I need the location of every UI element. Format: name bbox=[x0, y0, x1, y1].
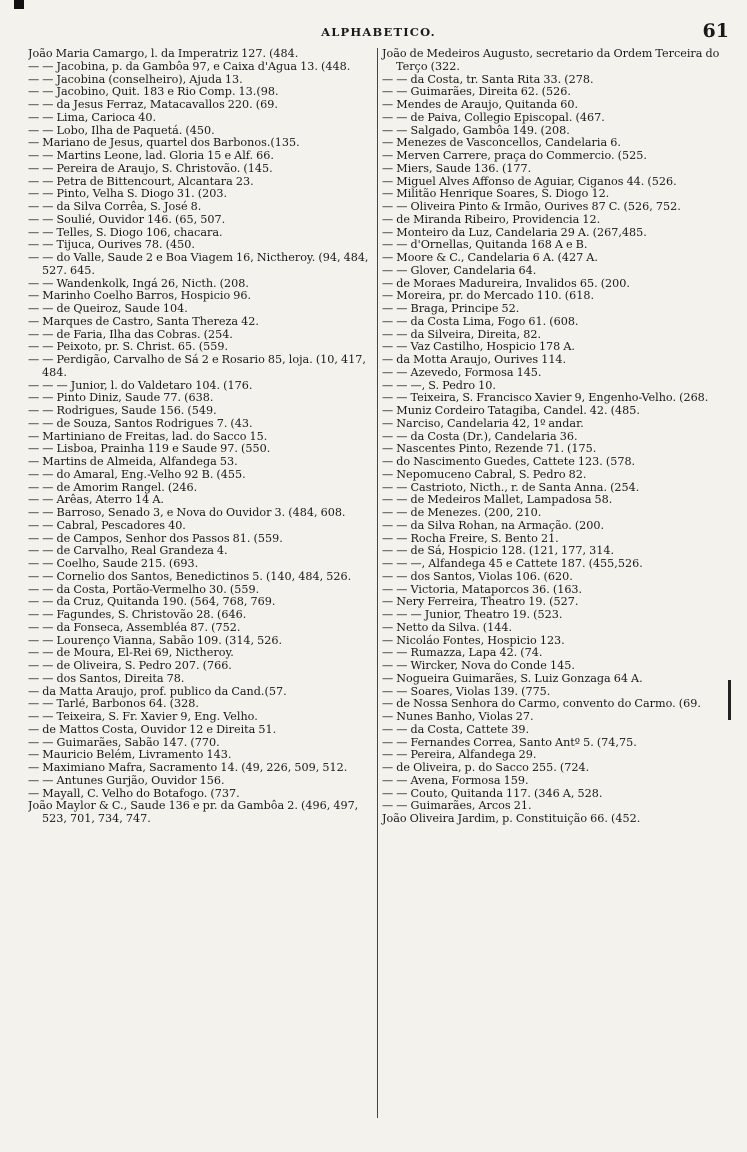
directory-entry: — — Avena, Formosa 159. bbox=[382, 773, 529, 787]
directory-entry: — — Guimarães, Direita 62. (526. bbox=[382, 85, 571, 99]
directory-entry: — — —, Alfandega 45 e Cattete 187. (455,526. bbox=[382, 557, 643, 570]
directory-entry: — — Soares, Violas 139. (775. bbox=[382, 684, 551, 698]
directory-entry: — — da Silveira, Direita, 82. bbox=[382, 327, 542, 341]
directory-entry: — — Wircker, Nova do Conde 145. bbox=[382, 659, 575, 672]
directory-entry: — — do Valle, Saude 2 e Boa Viagem 16, Nictheroy. (94, 484, 527. 645. bbox=[28, 251, 369, 277]
directory-entry: — — de Moura, El-Rei 69, Nictheroy. bbox=[28, 646, 234, 660]
directory-entry: — — do Amaral, Eng.-Velho 92 B. (455. bbox=[28, 467, 246, 481]
directory-entry: — — Coelho, Saude 215. (693. bbox=[28, 557, 199, 570]
directory-entry: — Nery Ferreira, Theatro 19. (527. bbox=[382, 595, 579, 609]
directory-entry: — — Oliveira Pinto & Irmão, Ourives 87 C. (526, 752. bbox=[382, 200, 681, 213]
directory-entry: — — Salgado, Gambôa 149. (208. bbox=[382, 123, 570, 137]
directory-entry: — — Couto, Quitanda 117. (346 A, 528. bbox=[382, 786, 603, 800]
directory-entry: — — de Menezes. (200, 210. bbox=[382, 506, 542, 519]
page-header bbox=[28, 20, 729, 42]
directory-entry: — — da Jesus Ferraz, Matacavallos 220. (69. bbox=[28, 98, 278, 111]
directory-entry: João Maylor & C., Saude 136 e pr. da Gambôa 2. (496, 497, 523, 701, 734, 747. bbox=[28, 799, 359, 825]
directory-entry: — — — Junior, Theatro 19. (523. bbox=[382, 608, 563, 621]
corner-print-mark bbox=[14, 0, 24, 9]
directory-entry: — Nicoláo Fontes, Hospicio 123. bbox=[382, 633, 565, 647]
directory-entry: — do Nascimento Guedes, Cattete 123. (578. bbox=[382, 455, 636, 468]
directory-entry: — Moreira, pr. do Mercado 110. (618. bbox=[382, 289, 595, 303]
directory-entry: — — da Fonseca, Assembléa 87. (752. bbox=[28, 620, 241, 634]
directory-entry: — — de Amorim Rangel. (246. bbox=[28, 480, 198, 494]
directory-entry: — de Oliveira, p. do Sacco 255. (724. bbox=[382, 761, 590, 774]
directory-entry: — Netto da Silva. (144. bbox=[382, 620, 513, 634]
left-column bbox=[28, 48, 378, 1118]
directory-entry: — Narciso, Candelaria 42, 1º andar. bbox=[382, 416, 584, 430]
directory-entry: — — dos Santos, Violas 106. (620. bbox=[382, 569, 573, 583]
directory-entry: — — da Costa (Dr.), Candelaria 36. bbox=[382, 429, 578, 443]
directory-entry: — Marinho Coelho Barros, Hospicio 96. bbox=[28, 289, 252, 303]
directory-entry: — — de Campos, Senhor dos Passos 81. (559. bbox=[28, 531, 283, 545]
directory-entry: João Maria Camargo, l. da Imperatriz 127. (484. bbox=[28, 48, 299, 60]
directory-entry: — — Rodrigues, Saude 156. (549. bbox=[28, 404, 217, 417]
directory-entry: — — Perdigão, Carvalho de Sá 2 e Rosario 85, loja. (10, 417, 484. bbox=[28, 353, 366, 379]
directory-entry: — de Miranda Ribeiro, Providencia 12. bbox=[382, 212, 601, 226]
directory-entry: — — Lima, Carioca 40. bbox=[28, 110, 157, 124]
directory-entry: — — Wandenkolk, Ingá 26, Nicth. (208. bbox=[28, 276, 249, 290]
directory-entry: — Mauricio Belém, Livramento 143. bbox=[28, 748, 232, 762]
directory-entry: — — Guimarães, Sabão 147. (770. bbox=[28, 735, 220, 749]
directory-entry: — — Pereira de Araujo, S. Christovão. (145. bbox=[28, 161, 273, 175]
directory-entry: — Martiniano de Freitas, lad. do Sacco 15. bbox=[28, 429, 268, 443]
directory-entry: — da Matta Araujo, prof. publico da Cand.(57. bbox=[28, 684, 287, 698]
directory-entry: — — da Costa, tr. Santa Rita 33. (278. bbox=[382, 72, 594, 86]
directory-entry: — — de Carvalho, Real Grandeza 4. bbox=[28, 544, 228, 558]
directory-entry: — — dos Santos, Direita 78. bbox=[28, 671, 185, 685]
directory-entry: — — de Paiva, Collegio Episcopal. (467. bbox=[382, 110, 605, 124]
directory-entry: — — da Costa, Cattete 39. bbox=[382, 722, 529, 736]
directory-entry: — — Jacobina, p. da Gambôa 97, e Caixa d'Agua 13. (448. bbox=[28, 59, 351, 73]
directory-entry: — Muniz Cordeiro Tatagiba, Candel. 42. (485. bbox=[382, 404, 640, 417]
directory-entry: — — de Souza, Santos Rodrigues 7. (43. bbox=[28, 416, 253, 430]
directory-entry: — — Antunes Gurjão, Ouvidor 156. bbox=[28, 773, 225, 787]
directory-entry: — — — Junior, l. do Valdetaro 104. (176. bbox=[28, 378, 253, 392]
directory-entry: — — Jacobino, Quit. 183 e Rio Comp. 13.(98. bbox=[28, 85, 279, 99]
directory-entry: — — da Silva Rohan, na Armação. (200. bbox=[382, 518, 605, 532]
directory-entry: — de Nossa Senhora do Carmo, convento do Carmo. (69. bbox=[382, 697, 701, 711]
directory-entry: — Moore & C., Candelaria 6 A. (427 A. bbox=[382, 251, 598, 264]
directory-entry: — — Teixeira, S. Francisco Xavier 9, Engenho-Velho. (268. bbox=[382, 391, 709, 405]
directory-entry: — — de Queiroz, Saude 104. bbox=[28, 302, 188, 315]
directory-entry: — — Fagundes, S. Christovão 28. (646. bbox=[28, 608, 247, 621]
directory-entry: — — Cabral, Pescadores 40. bbox=[28, 518, 186, 532]
directory-entry: — — Barroso, Senado 3, e Nova do Ouvidor 3. (484, 608. bbox=[28, 506, 346, 519]
directory-entry: — Merven Carrere, praça do Commercio. (525. bbox=[382, 149, 647, 162]
directory-entry: — — Azevedo, Formosa 145. bbox=[382, 365, 542, 379]
directory-entry: — — Tijuca, Ourives 78. (450. bbox=[28, 238, 195, 252]
directory-entry: — — de Sá, Hospicio 128. (121, 177, 314. bbox=[382, 544, 615, 558]
directory-entry: — Marques de Castro, Santa Thereza 42. bbox=[28, 314, 259, 328]
directory-entry: — Nunes Banho, Violas 27. bbox=[382, 710, 534, 723]
directory-entry: — — Fernandes Correa, Santo Antº 5. (74,75. bbox=[382, 735, 637, 749]
directory-entry: — — d'Ornellas, Quitanda 168 A e B. bbox=[382, 238, 588, 252]
directory-entry: — — Rumazza, Lapa 42. (74. bbox=[382, 646, 543, 660]
directory-entry: — — de Oliveira, S. Pedro 207. (766. bbox=[28, 659, 232, 672]
directory-entry: — — Lobo, Ilha de Paquetá. (450. bbox=[28, 123, 215, 137]
directory-entry: — — da Silva Corrêa, S. José 8. bbox=[28, 200, 202, 213]
directory-entry: — Martins de Almeida, Alfandega 53. bbox=[28, 455, 238, 468]
directory-entry: — — Lisboa, Prainha 119 e Saude 97. (550. bbox=[28, 442, 271, 456]
directory-entry: — Mariano de Jesus, quartel dos Barbonos.(135. bbox=[28, 136, 300, 150]
directory-entry: — — de Medeiros Mallet, Lampadosa 58. bbox=[382, 493, 613, 507]
directory-entry: — Mayall, C. Velho do Botafogo. (737. bbox=[28, 786, 240, 800]
directory-entry: João Oliveira Jardim, p. Constituição 66. (452. bbox=[382, 812, 641, 825]
directory-entry: — — da Costa, Portão-Vermelho 30. (559. bbox=[28, 582, 260, 596]
directory-entry: — — Pinto Diniz, Saude 77. (638. bbox=[28, 391, 214, 405]
running-head: ALPHABETICO. bbox=[321, 25, 436, 39]
directory-entry: — Monteiro da Luz, Candelaria 29 A. (267,485. bbox=[382, 225, 647, 239]
directory-entry: — — Petra de Bittencourt, Alcantara 23. bbox=[28, 174, 254, 188]
directory-entry: — de Mattos Costa, Ouvidor 12 e Direita 51. bbox=[28, 722, 277, 736]
directory-entry: — — Pinto, Velha S. Diogo 31. (203. bbox=[28, 187, 228, 201]
directory-entry: — — Martins Leone, lad. Gloria 15 e Alf. 66. bbox=[28, 149, 274, 162]
directory-entry: — — Vaz Castilho, Hospicio 178 A. bbox=[382, 340, 575, 354]
directory-entry: — — Jacobina (conselheiro), Ajuda 13. bbox=[28, 72, 243, 86]
directory-entry: — — de Faria, Ilha das Cobras. (254. bbox=[28, 327, 233, 341]
directory-entry: — — Peixoto, pr. S. Christ. 65. (559. bbox=[28, 340, 229, 354]
directory-entry: — — Cornelio dos Santos, Benedictinos 5. (140, 484, 526. bbox=[28, 569, 352, 583]
directory-entry: — — Guimarães, Arcos 21. bbox=[382, 799, 532, 813]
directory-columns bbox=[28, 48, 734, 1118]
directory-entry: — — Glover, Candelaria 64. bbox=[382, 263, 537, 277]
directory-entry: — — —, S. Pedro 10. bbox=[382, 378, 496, 392]
directory-entry: — Menezes de Vasconcellos, Candelaria 6. bbox=[382, 136, 621, 150]
directory-entry: — — da Cruz, Quitanda 190. (564, 768, 769. bbox=[28, 595, 276, 609]
directory-entry: — — Telles, S. Diogo 106, chacara. bbox=[28, 225, 223, 239]
directory-entry: — da Motta Araujo, Ourives 114. bbox=[382, 353, 567, 366]
directory-entry: — — Soulié, Ouvidor 146. (65, 507. bbox=[28, 212, 226, 226]
margin-mark bbox=[728, 680, 731, 720]
directory-entry: — — Lourenço Vianna, Sabão 109. (314, 526. bbox=[28, 633, 283, 647]
directory-entry: — Nascentes Pinto, Rezende 71. (175. bbox=[382, 442, 597, 456]
directory-entry: — — Arêas, Aterro 14 A. bbox=[28, 493, 164, 507]
directory-entry: — de Moraes Madureira, Invalidos 65. (200. bbox=[382, 276, 630, 290]
directory-entry: — — da Costa Lima, Fogo 61. (608. bbox=[382, 314, 579, 328]
directory-entry: João de Medeiros Augusto, secretario da Ordem Terceira do Terço (322. bbox=[382, 48, 720, 73]
directory-entry: — — Castrioto, Nicth., r. de Santa Anna. (254. bbox=[382, 480, 640, 494]
directory-entry: — Maximiano Mafra, Sacramento 14. (49, 226, 509, 512. bbox=[28, 761, 348, 774]
page-number: 61 bbox=[702, 20, 729, 42]
right-column bbox=[378, 48, 728, 1118]
directory-entry: — — Rocha Freire, S. Bento 21. bbox=[382, 531, 559, 545]
directory-entry: — Miguel Alves Affonso de Aguiar, Ciganos 44. (526. bbox=[382, 174, 677, 188]
directory-entry: — — Victoria, Mataporcos 36. (163. bbox=[382, 582, 583, 596]
directory-entry: — — Teixeira, S. Fr. Xavier 9, Eng. Velho. bbox=[28, 710, 258, 723]
directory-entry: — — Tarlé, Barbonos 64. (328. bbox=[28, 697, 199, 711]
directory-entry: — Mendes de Araujo, Quitanda 60. bbox=[382, 98, 579, 111]
directory-entry: — Nepomuceno Cabral, S. Pedro 82. bbox=[382, 467, 587, 481]
directory-entry: — Militão Henrique Soares, S. Diogo 12. bbox=[382, 187, 610, 201]
directory-entry: — Nogueira Guimarães, S. Luiz Gonzaga 64 A. bbox=[382, 671, 643, 685]
directory-entry: — — Pereira, Alfandega 29. bbox=[382, 748, 537, 762]
directory-entry: — — Braga, Principe 52. bbox=[382, 302, 520, 315]
directory-entry: — Miers, Saude 136. (177. bbox=[382, 161, 532, 175]
